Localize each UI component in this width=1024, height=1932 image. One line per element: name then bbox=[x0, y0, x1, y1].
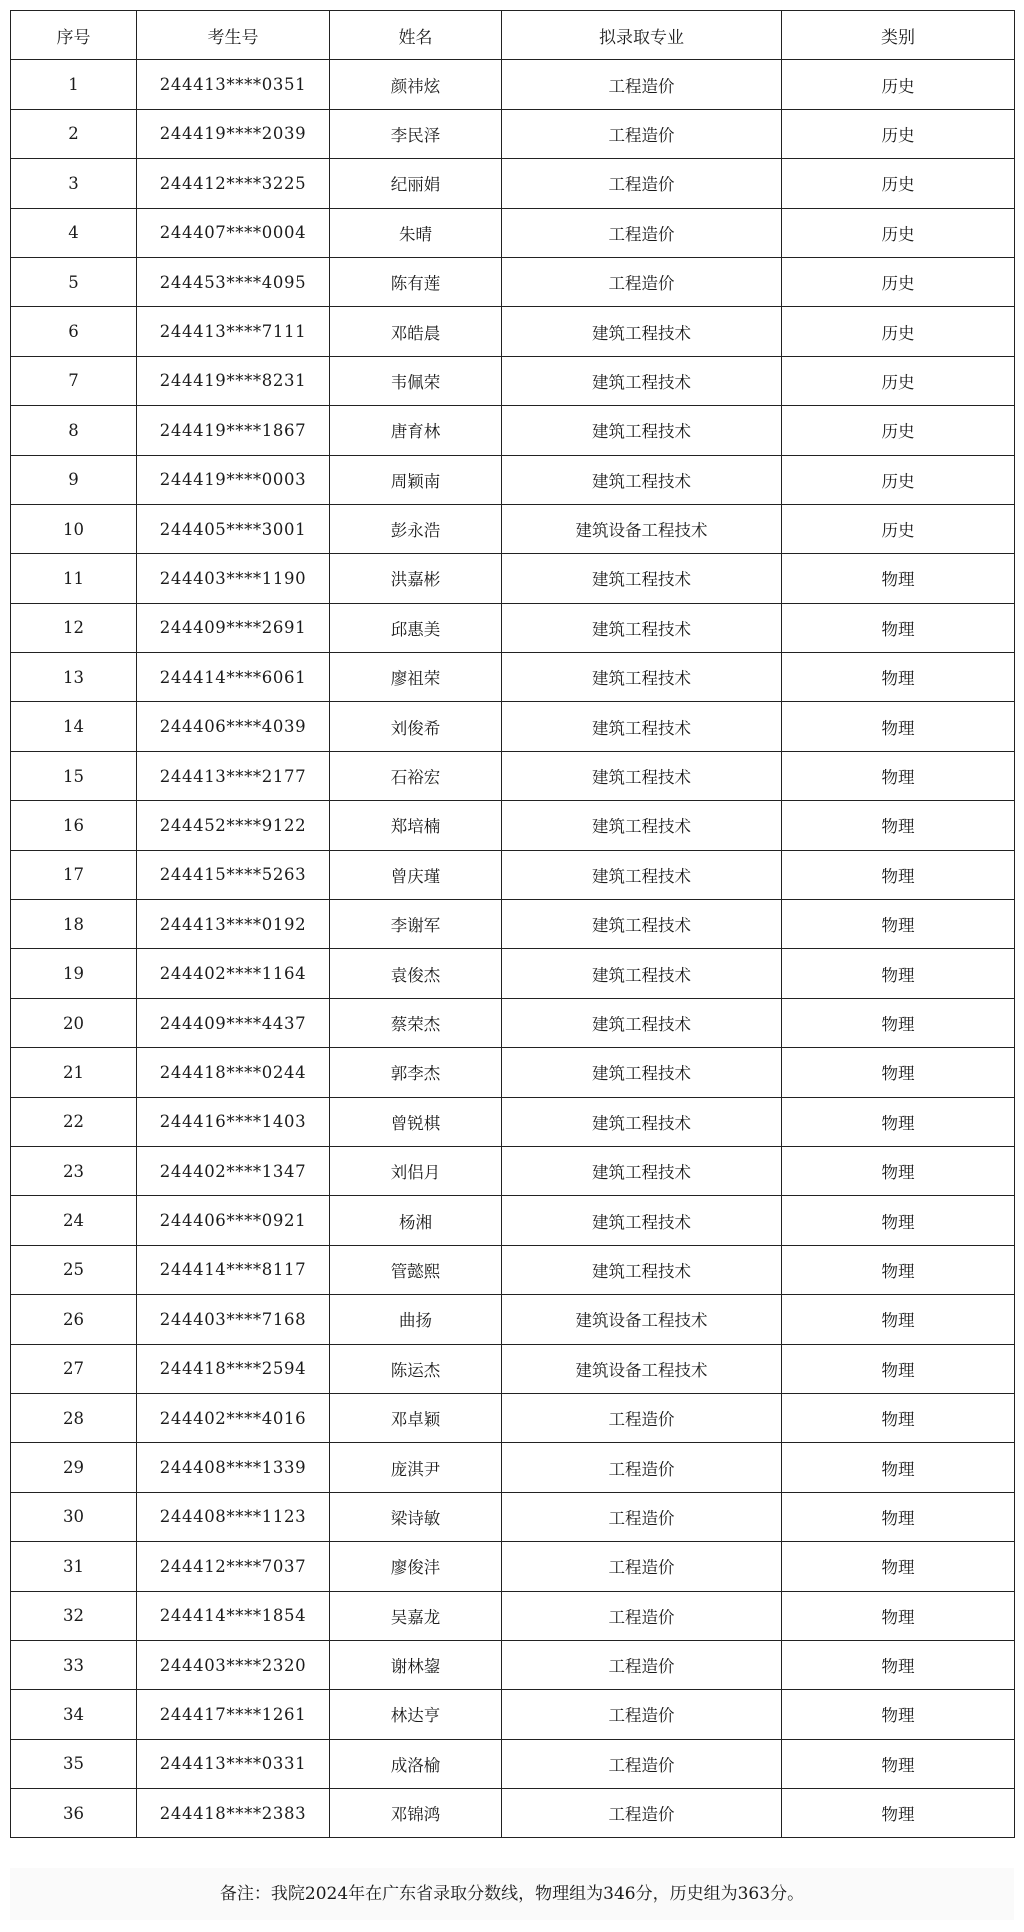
cell-name: 刘侣月 bbox=[330, 1146, 502, 1195]
cell-name: 邓卓颖 bbox=[330, 1393, 502, 1442]
table-row bbox=[11, 307, 1015, 356]
cell-exam-id: 244418****2594 bbox=[137, 1344, 330, 1393]
cell-major: 建筑工程技术 bbox=[502, 455, 782, 504]
cell-category: 物理 bbox=[782, 1245, 1015, 1294]
cell-exam-id: 244414****8117 bbox=[137, 1245, 330, 1294]
table-row bbox=[11, 208, 1015, 257]
cell-major: 建筑工程技术 bbox=[502, 850, 782, 899]
cell-seq: 28 bbox=[11, 1393, 137, 1442]
cell-category: 物理 bbox=[782, 1789, 1015, 1838]
cell-exam-id: 244412****7037 bbox=[137, 1542, 330, 1591]
footnote: 备注：我院2024年在广东省录取分数线，物理组为346分，历史组为363分。 bbox=[10, 1868, 1014, 1920]
cell-major: 工程造价 bbox=[502, 1739, 782, 1788]
table-row bbox=[11, 1196, 1015, 1245]
cell-name: 唐育林 bbox=[330, 406, 502, 455]
cell-major: 建筑工程技术 bbox=[502, 1245, 782, 1294]
table-row bbox=[11, 257, 1015, 306]
table-row bbox=[11, 653, 1015, 702]
cell-seq: 10 bbox=[11, 504, 137, 553]
cell-seq: 20 bbox=[11, 998, 137, 1047]
cell-seq: 3 bbox=[11, 159, 137, 208]
cell-name: 颜祎炫 bbox=[330, 60, 502, 109]
cell-name: 郑培楠 bbox=[330, 801, 502, 850]
cell-major: 建筑工程技术 bbox=[502, 801, 782, 850]
table-row bbox=[11, 1789, 1015, 1838]
cell-seq: 9 bbox=[11, 455, 137, 504]
table-row bbox=[11, 504, 1015, 553]
cell-name: 梁诗敏 bbox=[330, 1492, 502, 1541]
cell-exam-id: 244406****0921 bbox=[137, 1196, 330, 1245]
cell-seq: 12 bbox=[11, 603, 137, 652]
table-row bbox=[11, 1048, 1015, 1097]
cell-seq: 2 bbox=[11, 109, 137, 158]
cell-category: 物理 bbox=[782, 998, 1015, 1047]
cell-seq: 6 bbox=[11, 307, 137, 356]
table-row bbox=[11, 603, 1015, 652]
cell-seq: 5 bbox=[11, 257, 137, 306]
table-body bbox=[11, 60, 1015, 1838]
cell-exam-id: 244409****2691 bbox=[137, 603, 330, 652]
cell-name: 朱晴 bbox=[330, 208, 502, 257]
cell-seq: 33 bbox=[11, 1640, 137, 1689]
cell-major: 建筑工程技术 bbox=[502, 900, 782, 949]
cell-category: 历史 bbox=[782, 60, 1015, 109]
cell-exam-id: 244414****6061 bbox=[137, 653, 330, 702]
cell-seq: 16 bbox=[11, 801, 137, 850]
cell-name: 吴嘉龙 bbox=[330, 1591, 502, 1640]
cell-category: 物理 bbox=[782, 751, 1015, 800]
cell-exam-id: 244453****4095 bbox=[137, 257, 330, 306]
cell-exam-id: 244418****2383 bbox=[137, 1789, 330, 1838]
cell-exam-id: 244407****0004 bbox=[137, 208, 330, 257]
cell-major: 建筑工程技术 bbox=[502, 1196, 782, 1245]
table-row bbox=[11, 1146, 1015, 1195]
table-row bbox=[11, 109, 1015, 158]
cell-exam-id: 244419****8231 bbox=[137, 356, 330, 405]
cell-seq: 36 bbox=[11, 1789, 137, 1838]
table-row bbox=[11, 1739, 1015, 1788]
cell-name: 林达亨 bbox=[330, 1690, 502, 1739]
cell-name: 廖祖荣 bbox=[330, 653, 502, 702]
cell-category: 物理 bbox=[782, 603, 1015, 652]
cell-seq: 8 bbox=[11, 406, 137, 455]
cell-seq: 26 bbox=[11, 1295, 137, 1344]
table-row bbox=[11, 554, 1015, 603]
cell-major: 建筑工程技术 bbox=[502, 603, 782, 652]
cell-name: 郭李杰 bbox=[330, 1048, 502, 1097]
cell-name: 成洛榆 bbox=[330, 1739, 502, 1788]
cell-name: 曾锐棋 bbox=[330, 1097, 502, 1146]
cell-exam-id: 244402****1164 bbox=[137, 949, 330, 998]
table-row bbox=[11, 159, 1015, 208]
cell-name: 石裕宏 bbox=[330, 751, 502, 800]
cell-name: 陈运杰 bbox=[330, 1344, 502, 1393]
cell-major: 建筑设备工程技术 bbox=[502, 504, 782, 553]
cell-seq: 34 bbox=[11, 1690, 137, 1739]
cell-name: 周颖南 bbox=[330, 455, 502, 504]
cell-category: 物理 bbox=[782, 949, 1015, 998]
cell-major: 工程造价 bbox=[502, 1591, 782, 1640]
cell-exam-id: 244403****7168 bbox=[137, 1295, 330, 1344]
cell-name: 杨湘 bbox=[330, 1196, 502, 1245]
cell-exam-id: 244408****1123 bbox=[137, 1492, 330, 1541]
table-row bbox=[11, 751, 1015, 800]
cell-category: 历史 bbox=[782, 109, 1015, 158]
cell-seq: 19 bbox=[11, 949, 137, 998]
cell-seq: 22 bbox=[11, 1097, 137, 1146]
cell-category: 物理 bbox=[782, 801, 1015, 850]
cell-category: 历史 bbox=[782, 356, 1015, 405]
cell-exam-id: 244413****0192 bbox=[137, 900, 330, 949]
table-row bbox=[11, 1542, 1015, 1591]
cell-category: 物理 bbox=[782, 1295, 1015, 1344]
table-row bbox=[11, 455, 1015, 504]
cell-major: 建筑工程技术 bbox=[502, 307, 782, 356]
cell-major: 建筑工程技术 bbox=[502, 702, 782, 751]
cell-exam-id: 244405****3001 bbox=[137, 504, 330, 553]
cell-major: 工程造价 bbox=[502, 109, 782, 158]
cell-major: 工程造价 bbox=[502, 257, 782, 306]
cell-category: 历史 bbox=[782, 455, 1015, 504]
cell-seq: 24 bbox=[11, 1196, 137, 1245]
cell-name: 蔡荣杰 bbox=[330, 998, 502, 1047]
table-row bbox=[11, 949, 1015, 998]
cell-seq: 13 bbox=[11, 653, 137, 702]
cell-category: 物理 bbox=[782, 900, 1015, 949]
cell-category: 物理 bbox=[782, 1196, 1015, 1245]
cell-name: 纪丽娟 bbox=[330, 159, 502, 208]
cell-seq: 32 bbox=[11, 1591, 137, 1640]
header-name: 姓名 bbox=[330, 11, 502, 60]
cell-seq: 1 bbox=[11, 60, 137, 109]
table-row bbox=[11, 1690, 1015, 1739]
cell-category: 物理 bbox=[782, 702, 1015, 751]
cell-category: 物理 bbox=[782, 1048, 1015, 1097]
cell-category: 物理 bbox=[782, 1690, 1015, 1739]
table-row bbox=[11, 356, 1015, 405]
cell-exam-id: 244403****2320 bbox=[137, 1640, 330, 1689]
table-row bbox=[11, 1640, 1015, 1689]
cell-name: 庞淇尹 bbox=[330, 1443, 502, 1492]
cell-exam-id: 244408****1339 bbox=[137, 1443, 330, 1492]
cell-category: 物理 bbox=[782, 1492, 1015, 1541]
cell-exam-id: 244413****2177 bbox=[137, 751, 330, 800]
cell-major: 建筑设备工程技术 bbox=[502, 1344, 782, 1393]
cell-exam-id: 244413****0331 bbox=[137, 1739, 330, 1788]
cell-seq: 25 bbox=[11, 1245, 137, 1294]
cell-major: 工程造价 bbox=[502, 60, 782, 109]
cell-exam-id: 244416****1403 bbox=[137, 1097, 330, 1146]
cell-name: 彭永浩 bbox=[330, 504, 502, 553]
cell-seq: 15 bbox=[11, 751, 137, 800]
admission-table bbox=[10, 10, 1015, 1838]
cell-seq: 31 bbox=[11, 1542, 137, 1591]
cell-exam-id: 244402****1347 bbox=[137, 1146, 330, 1195]
cell-major: 工程造价 bbox=[502, 1789, 782, 1838]
table-row bbox=[11, 900, 1015, 949]
cell-category: 历史 bbox=[782, 307, 1015, 356]
cell-exam-id: 244403****1190 bbox=[137, 554, 330, 603]
cell-category: 历史 bbox=[782, 257, 1015, 306]
table-row bbox=[11, 1295, 1015, 1344]
cell-category: 物理 bbox=[782, 850, 1015, 899]
cell-major: 工程造价 bbox=[502, 159, 782, 208]
cell-category: 物理 bbox=[782, 1443, 1015, 1492]
cell-name: 洪嘉彬 bbox=[330, 554, 502, 603]
cell-category: 物理 bbox=[782, 653, 1015, 702]
table-row bbox=[11, 1591, 1015, 1640]
cell-major: 建筑工程技术 bbox=[502, 1048, 782, 1097]
cell-major: 建筑工程技术 bbox=[502, 998, 782, 1047]
table-row bbox=[11, 1393, 1015, 1442]
cell-exam-id: 244413****0351 bbox=[137, 60, 330, 109]
cell-major: 建筑设备工程技术 bbox=[502, 1295, 782, 1344]
cell-category: 物理 bbox=[782, 1542, 1015, 1591]
cell-category: 物理 bbox=[782, 1640, 1015, 1689]
cell-seq: 18 bbox=[11, 900, 137, 949]
cell-major: 建筑工程技术 bbox=[502, 406, 782, 455]
cell-seq: 7 bbox=[11, 356, 137, 405]
table-row bbox=[11, 1097, 1015, 1146]
cell-category: 物理 bbox=[782, 1393, 1015, 1442]
cell-exam-id: 244417****1261 bbox=[137, 1690, 330, 1739]
cell-exam-id: 244419****1867 bbox=[137, 406, 330, 455]
cell-major: 工程造价 bbox=[502, 1443, 782, 1492]
cell-name: 陈有莲 bbox=[330, 257, 502, 306]
cell-category: 历史 bbox=[782, 208, 1015, 257]
cell-major: 建筑工程技术 bbox=[502, 554, 782, 603]
cell-major: 工程造价 bbox=[502, 1640, 782, 1689]
table-row bbox=[11, 406, 1015, 455]
cell-exam-id: 244406****4039 bbox=[137, 702, 330, 751]
cell-major: 建筑工程技术 bbox=[502, 1097, 782, 1146]
cell-name: 袁俊杰 bbox=[330, 949, 502, 998]
table-row bbox=[11, 60, 1015, 109]
header-exam-id: 考生号 bbox=[137, 11, 330, 60]
header-major: 拟录取专业 bbox=[502, 11, 782, 60]
cell-exam-id: 244402****4016 bbox=[137, 1393, 330, 1442]
table-row bbox=[11, 1245, 1015, 1294]
cell-category: 历史 bbox=[782, 159, 1015, 208]
cell-category: 历史 bbox=[782, 406, 1015, 455]
cell-category: 物理 bbox=[782, 554, 1015, 603]
cell-seq: 17 bbox=[11, 850, 137, 899]
cell-name: 韦佩荣 bbox=[330, 356, 502, 405]
table-header-row bbox=[11, 11, 1015, 60]
cell-category: 物理 bbox=[782, 1739, 1015, 1788]
cell-name: 邓皓晨 bbox=[330, 307, 502, 356]
cell-name: 廖俊沣 bbox=[330, 1542, 502, 1591]
cell-category: 物理 bbox=[782, 1097, 1015, 1146]
cell-name: 谢林鋆 bbox=[330, 1640, 502, 1689]
cell-name: 管懿熙 bbox=[330, 1245, 502, 1294]
cell-major: 工程造价 bbox=[502, 1542, 782, 1591]
cell-name: 曲扬 bbox=[330, 1295, 502, 1344]
cell-major: 建筑工程技术 bbox=[502, 653, 782, 702]
cell-exam-id: 244452****9122 bbox=[137, 801, 330, 850]
cell-seq: 21 bbox=[11, 1048, 137, 1097]
table-row bbox=[11, 1492, 1015, 1541]
cell-major: 建筑工程技术 bbox=[502, 751, 782, 800]
cell-major: 工程造价 bbox=[502, 1690, 782, 1739]
table-row bbox=[11, 1443, 1015, 1492]
cell-name: 李民泽 bbox=[330, 109, 502, 158]
cell-exam-id: 244418****0244 bbox=[137, 1048, 330, 1097]
cell-seq: 14 bbox=[11, 702, 137, 751]
cell-category: 历史 bbox=[782, 504, 1015, 553]
cell-category: 物理 bbox=[782, 1344, 1015, 1393]
cell-seq: 27 bbox=[11, 1344, 137, 1393]
cell-major: 建筑工程技术 bbox=[502, 356, 782, 405]
table-row bbox=[11, 1344, 1015, 1393]
cell-major: 工程造价 bbox=[502, 1492, 782, 1541]
cell-major: 工程造价 bbox=[502, 208, 782, 257]
cell-seq: 29 bbox=[11, 1443, 137, 1492]
cell-major: 建筑工程技术 bbox=[502, 1146, 782, 1195]
cell-name: 李谢军 bbox=[330, 900, 502, 949]
cell-name: 曾庆瑾 bbox=[330, 850, 502, 899]
cell-seq: 35 bbox=[11, 1739, 137, 1788]
table-row bbox=[11, 801, 1015, 850]
header-seq: 序号 bbox=[11, 11, 137, 60]
cell-seq: 30 bbox=[11, 1492, 137, 1541]
cell-exam-id: 244413****7111 bbox=[137, 307, 330, 356]
cell-name: 刘俊希 bbox=[330, 702, 502, 751]
cell-exam-id: 244412****3225 bbox=[137, 159, 330, 208]
cell-major: 建筑工程技术 bbox=[502, 949, 782, 998]
cell-category: 物理 bbox=[782, 1591, 1015, 1640]
table-row bbox=[11, 998, 1015, 1047]
cell-seq: 11 bbox=[11, 554, 137, 603]
cell-exam-id: 244419****0003 bbox=[137, 455, 330, 504]
cell-exam-id: 244415****5263 bbox=[137, 850, 330, 899]
cell-name: 邱惠美 bbox=[330, 603, 502, 652]
table-row bbox=[11, 850, 1015, 899]
cell-exam-id: 244419****2039 bbox=[137, 109, 330, 158]
cell-seq: 4 bbox=[11, 208, 137, 257]
cell-exam-id: 244414****1854 bbox=[137, 1591, 330, 1640]
table-row bbox=[11, 702, 1015, 751]
cell-category: 物理 bbox=[782, 1146, 1015, 1195]
cell-exam-id: 244409****4437 bbox=[137, 998, 330, 1047]
cell-name: 邓锦鸿 bbox=[330, 1789, 502, 1838]
header-category: 类别 bbox=[782, 11, 1015, 60]
cell-seq: 23 bbox=[11, 1146, 137, 1195]
cell-major: 工程造价 bbox=[502, 1393, 782, 1442]
